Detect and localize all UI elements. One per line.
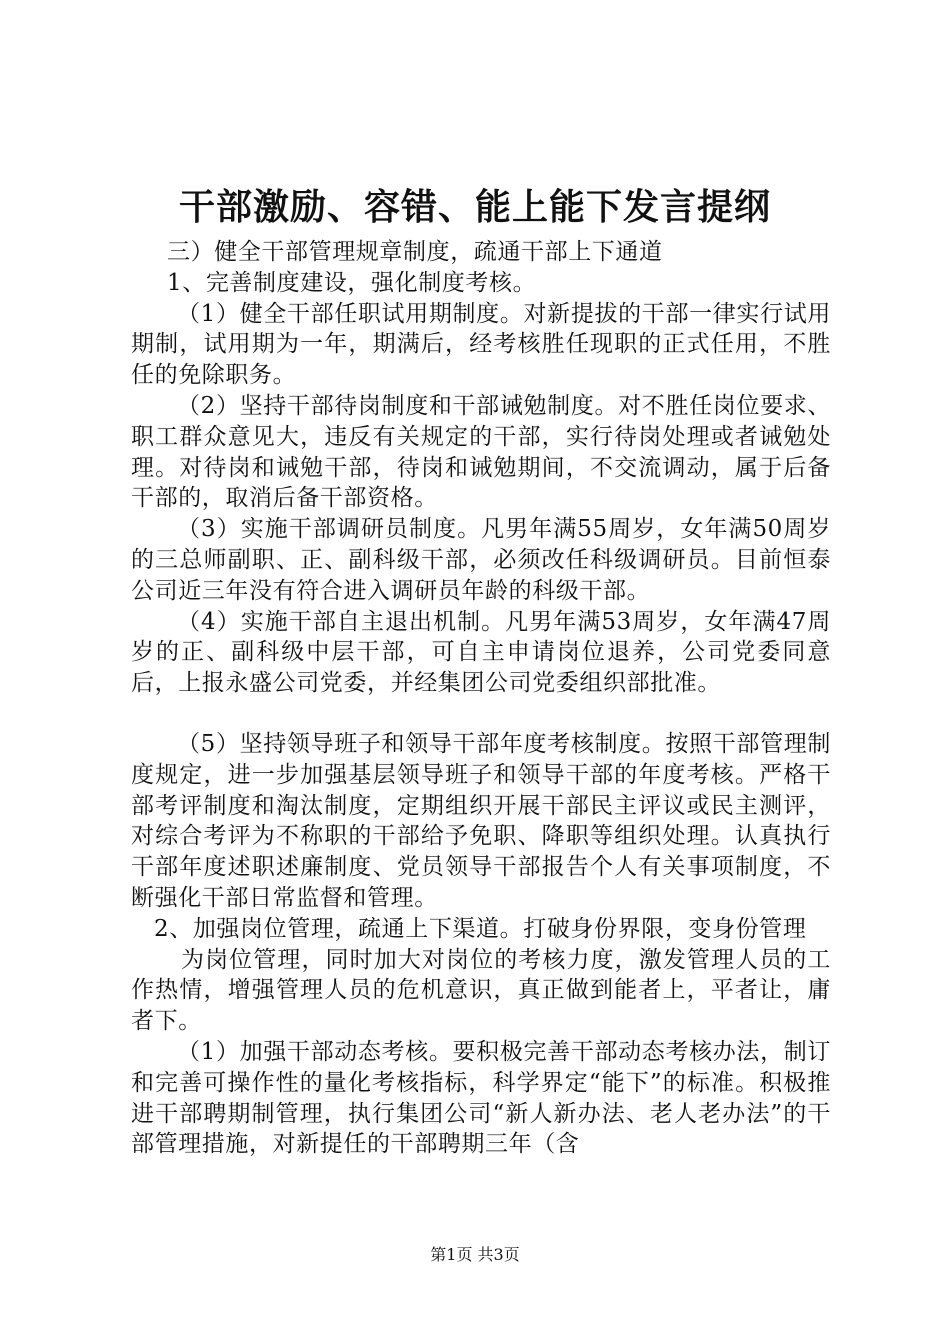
subsection-heading-2: 2、加强岗位管理，疏通上下渠道。打破身份界限，变身份管理 [154,915,807,942]
page-footer: 第1页 共3页 [430,1245,520,1264]
paragraph-continuation: 为岗位管理，同时加大对岗位的考核力度，激发管理人员的工作热情，增强管理人员的危机意识，真正做到能者上，平者让，庸者下。 [131,946,831,1035]
paragraph-item-5: （5）坚持领导班子和领导干部年度考核制度。按照干部管理制度规定，进一步加强基层领导班子和领导干部的年度考核。严格干部考评制度和淘汰制度，定期组织开展干部民主评议或民主测评，对综合考评为不称职的干部给予免职、降职等组织处理。认真执行干部年度述职述廉制度、党员领导干部报告个人有关事项制度，不断强化干部日常监督和管理。 [131,730,831,911]
document-title: 干部激励、容错、能上能下发言提纲 [178,186,771,228]
paragraph-item-4: （4）实施干部自主退出机制。凡男年满53周岁，女年满47周岁的正、副科级中层干部，可自主申请岗位退养，公司党委同意后，上报永盛公司党委，并经集团公司党委组织部批准。 [131,608,831,697]
subsection-heading: 1、完善制度建设，强化制度考核。 [167,269,537,296]
paragraph-item-1: （1）健全干部任职试用期制度。对新提拔的干部一律实行试用期制，试用期为一年，期满后，经考核胜任现职的正式任用，不胜任的免除职务。 [131,300,831,389]
paragraph-item-3: （3）实施干部调研员制度。凡男年满55周岁，女年满50周岁的三总师副职、正、副科级干部，必须改任科级调研员。目前恒泰公司近三年没有符合进入调研员年龄的科级干部。 [131,516,831,604]
document-body [131,237,831,1160]
paragraph-item-2: （2）坚持干部待岗制度和干部诫勉制度。对不胜任岗位要求、职工群众意见大，违反有关规定的干部，实行待岗处理或者诫勉处理。对待岗和诫勉干部，待岗和诫勉期间，不交流调动，属于后备干部的，取消后备干部资格。 [131,392,831,512]
paragraph-item-2-1: （1）加强干部动态考核。要积极完善干部动态考核办法，制订和完善可操作性的量化考核指标，科学界定“能下”的标准。积极推进干部聘期制管理，执行集团公司“新人新办法、老人老办法”的干部管理措施，对新提任的干部聘期三年（含 [131,1038,831,1158]
section-heading: 三）健全干部管理规章制度，疏通干部上下通道 [167,239,663,265]
blank-line [131,699,831,729]
